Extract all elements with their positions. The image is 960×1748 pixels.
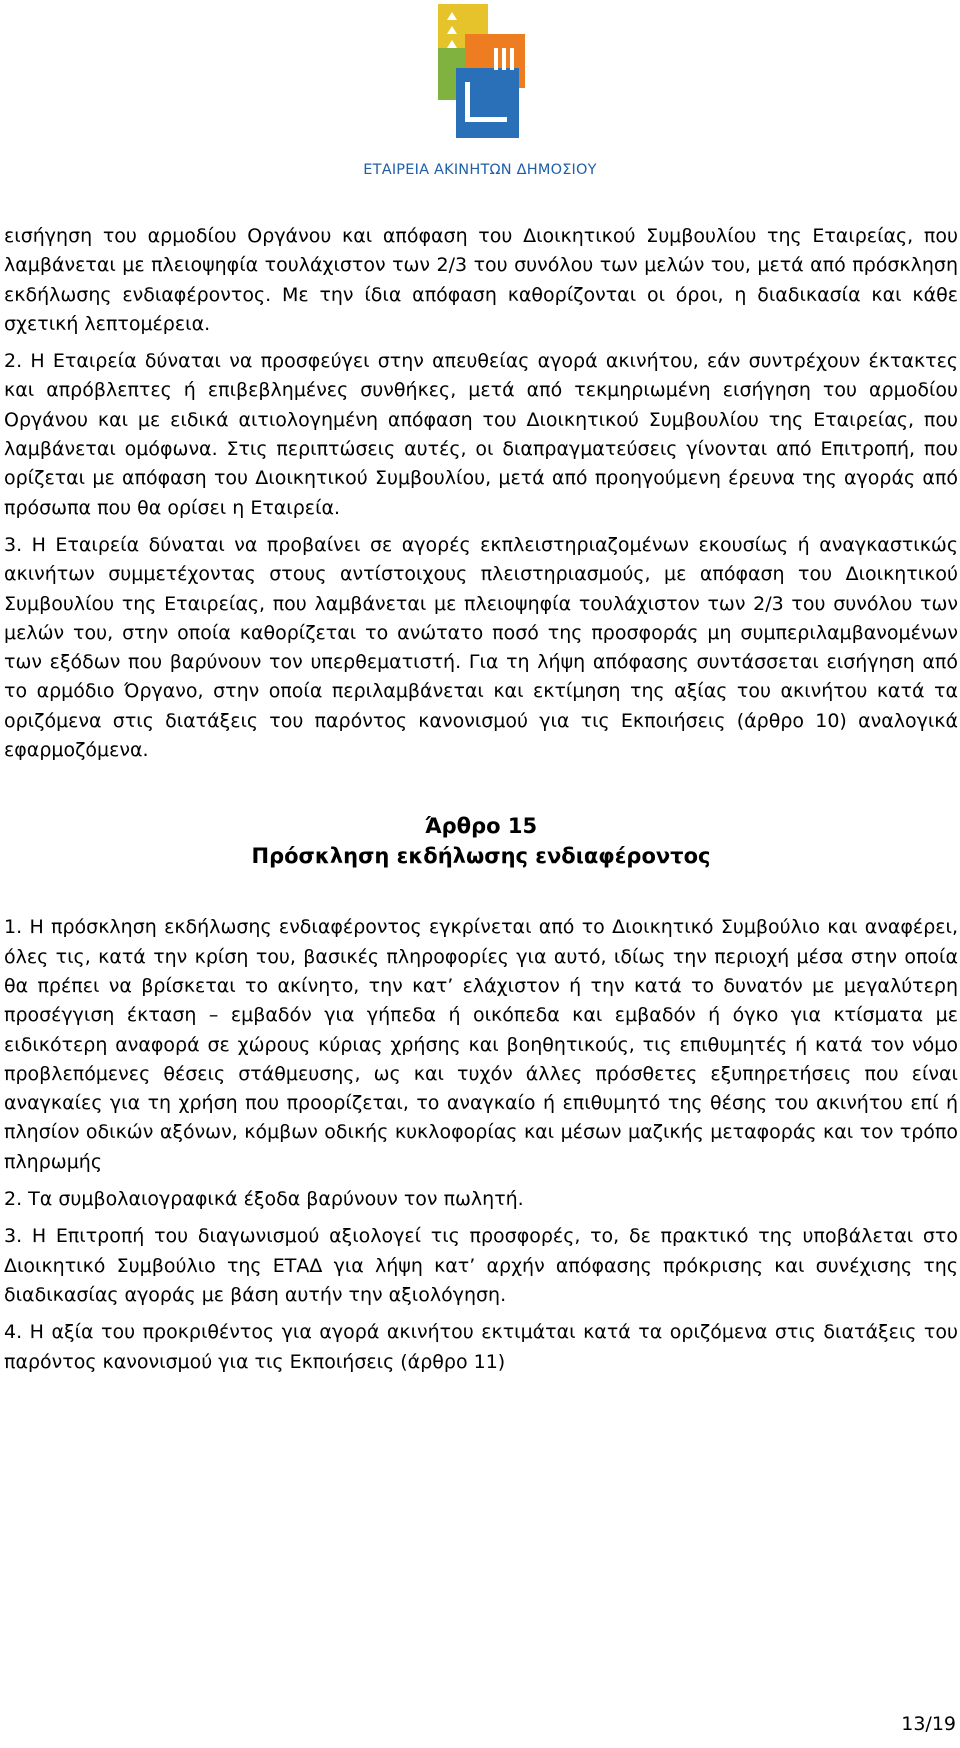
page-number: 13/19 bbox=[901, 1713, 956, 1735]
article-paragraph-1: 1. Η πρόσκληση εκδήλωσης ενδιαφέροντος εγκρίνεται από το Διοικητικό Συμβούλιο και αναφέρει, όλες τις, κατά την κρίση του, βασικές πληροφορίες για αυτό, ιδίως την περιοχή μέσα στην οποία θα πρέπει να βρίσκεται το ακίνητο, την κατ’ ελάχιστον ή την κατά το δυνατόν με μεγαλύτερη προσέγγιση έκταση – εμβαδόν για γήπεδα ή οικόπεδα και εμβαδόν ή όγκο για κτίσματα με ειδικότερη αναφορά σε χώρους κύριας χρήσης και βοηθητικούς, τις επιθυμητές ή κατά τον νόμο προβλεπόμενες θέσεις στάθμευσης, ως και τυχόν άλλες πρόσθετες εξυπηρετήσεις που είναι αναγκαίες για τη χρήση που προορίζεται, το αναγκαίο ή επιθυμητό της θέσης του ακινήτου επί ή πλησίον οδικών αξόνων, κόμβων οδικής κυκλοφορίας και μέσων μαζικής μεταφοράς και τον τρόπο πληρωμής bbox=[4, 916, 958, 1173]
paragraph-intro-1: εισήγηση του αρμοδίου Οργάνου και απόφαση του Διοικητικού Συμβουλίου της Εταιρείας, που λαμβάνεται με πλειοψηφία τουλάχιστον των 2/3 του συνόλου των μελών του, μετά από πρόσκληση εκδήλωσης ενδιαφέροντος. Με την ίδια απόφαση καθορίζονται οι όροι, η διαδικασία και κάθε σχετική λεπτομέρεια. bbox=[4, 225, 958, 335]
logo-caption: ΕΤΑΙΡΕΙΑ ΑΚΙΝΗΤΩΝ ΔΗΜΟΣΙΟΥ bbox=[363, 162, 597, 178]
company-logo bbox=[349, 4, 611, 184]
article-title: Πρόσκληση εκδήλωσης ενδιαφέροντος bbox=[251, 844, 711, 869]
article-paragraph-2: 2. Τα συμβολαιογραφικά έξοδα βαρύνουν τον πωλητή. bbox=[4, 1188, 524, 1211]
document-body bbox=[4, 222, 958, 1385]
paragraph-intro-2: 2. Η Εταιρεία δύναται να προσφεύγει στην απευθείας αγορά ακινήτου, εάν συντρέχουν έκτακτες και απρόβλεπτες ή επιβεβλημένες συνθήκες, μετά από τεκμηριωμένη εισήγηση του αρμοδίου Οργάνου και με ειδικά αιτιολογημένη απόφαση του Διοικητικού Συμβουλίου της Εταιρείας, που λαμβάνεται ομόφωνα. Στις περιπτώσεις αυτές, οι διαπραγματεύσεις γίνονται από Επιτροπή, που ορίζεται με απόφαση του Διοικητικού Συμβουλίου, μετά από προηγούμενη έρευνα της αγοράς από πρόσωπα που θα ορίσει η Εταιρεία. bbox=[4, 350, 958, 519]
etad-logo-icon bbox=[425, 4, 535, 154]
article-paragraph-4: 4. Η αξία του προκριθέντος για αγορά ακινήτου εκτιμάται κατά τα οριζόμενα στις διατάξεις του παρόντος κανονισμού για τις Εκποιήσεις (άρθρο 11) bbox=[4, 1321, 958, 1373]
paragraph-intro-3: 3. Η Εταιρεία δύναται να προβαίνει σε αγορές εκπλειστηριαζομένων εκουσίως ή αναγκαστικώς ακινήτων συμμετέχοντας στους αντίστοιχους πλειστηριασμούς, με απόφαση του Διοικητικού Συμβουλίου της Εταιρείας, που λαμβάνεται με πλειοψηφία τουλάχιστον των 2/3 του συνόλου των μελών του, στην οποία καθορίζεται το ανώτατο ποσό της προσφοράς μη συμπεριλαμβανομένων των εξόδων που βαρύνουν τον υπερθεματιστή. Για τη λήψη απόφασης συντάσσεται εισήγηση από το αρμόδιο Όργανο, στην οποία περιλαμβάνεται και εκτίμηση της αξίας του ακινήτου κατά τα οριζόμενα στις διατάξεις του παρόντος κανονισμού για τις Εκποιήσεις (άρθρο 10) αναλογικά εφαρμοζόμενα. bbox=[4, 533, 958, 762]
article-number: Άρθρο 15 bbox=[424, 814, 538, 839]
article-heading bbox=[4, 811, 958, 871]
article-paragraph-3: 3. Η Επιτροπή του διαγωνισμού αξιολογεί τις προσφορές, το, δε πρακτικό της υποβάλεται στο Διοικητικό Συμβούλιο της ΕΤΑΔ για λήψη κατ’ αρχήν απόφασης πρόκρισης και συνέχισης της διαδικασίας αγοράς με βάση αυτήν την αξιολόγηση. bbox=[4, 1225, 958, 1306]
